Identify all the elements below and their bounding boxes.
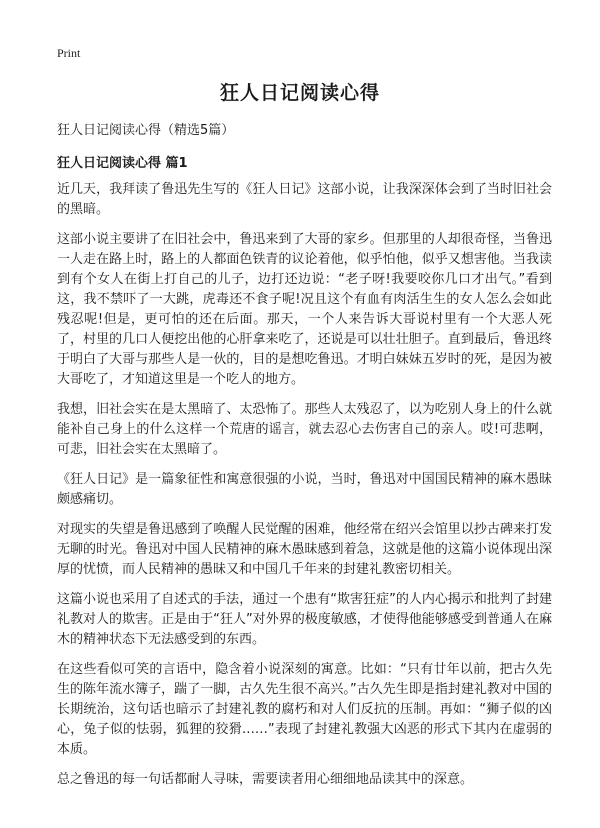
paragraph-4: 《狂人日记》是一篇象征性和寓意很强的小说，当时，鲁迅对中国国民精神的麻木愚昧颇感痛切。 bbox=[57, 472, 552, 507]
paragraph-8: 总之鲁迅的每一句话都耐人寻味，需要读者用心细细地品读其中的深意。 bbox=[57, 772, 474, 787]
paragraph-5: 对现实的失望是鲁迅感到了唤醒人民觉醒的困难，他经常在绍兴会馆里以抄古碑来打发无聊的时光。鲁迅对中国人民精神的麻木愚昧感到着急，这就是他的这篇小说体现出深厚的忧愤，而人民精神的愚昧又和中国几千年来的封建礼教密切相关。 bbox=[57, 522, 552, 577]
paragraph-7: 在这些看似可笑的言语中，隐含着小说深刻的寓意。比如：“只有廿年以前，把古久先生的陈年流水簿子，踹了一脚，古久先生很不高兴。”古久先生即是指封建礼教对中国的长期统治，这句话也暗示了封建礼教的腐朽和对人们反抗的压制。再如：“狮子似的凶心，兔子似的怯弱，狐狸的狡猾……”表现了封建礼教强大凶恶的形式下其内在虚弱的本质。 bbox=[57, 662, 552, 757]
print-link[interactable]: Print bbox=[57, 46, 81, 60]
page-title: 狂人日记阅读心得 bbox=[219, 82, 380, 104]
section-heading: 狂人日记阅读心得 篇1 bbox=[57, 156, 188, 171]
document-subtitle: 狂人日记阅读心得（精选5篇） bbox=[57, 123, 235, 138]
paragraph-6: 这篇小说也采用了自述式的手法，通过一个患有“欺害狂症”的人内心揭示和批判了封建礼教对人的欺害。正是由于“狂人”对外界的极度敏感，才使得他能够感受到普通人在麻木的精神状态下无法感受到的东西。 bbox=[57, 592, 552, 647]
article-body bbox=[57, 180, 552, 800]
paragraph-1: 近几天，我拜读了鲁迅先生写的《狂人日记》这部小说，让我深深体会到了当时旧社会的黑暗。 bbox=[57, 182, 552, 217]
paragraph-3: 我想，旧社会实在是太黑暗了、太恐怖了。那些人太残忍了，以为吃别人身上的什么就能补自己身上的什么这样一个荒唐的谣言，就去忍心去伤害自己的亲人。哎!可悲啊，可悲，旧社会实在太黑暗了。 bbox=[57, 402, 552, 457]
paragraph-2: 这部小说主要讲了在旧社会中，鲁迅来到了大哥的家乡。但那里的人却很奇怪，当鲁迅一人走在路上时，路上的人都面色铁青的议论着他，似乎怕他，似乎又想害他。当我读到有个女人在街上打自己的儿子，边打还边说：“老子呀!我要咬你几口才出气。”看到这，我不禁吓了一大跳，虎毒还不食子呢!况且这个有血有肉活生生的女人怎么会如此残忍呢!但是，更可怕的还在后面。那天，一个人来告诉大哥说村里有一个大恶人死了，村里的几口人便挖出他的心肝拿来吃了，还说是可以壮壮胆子。直到最后，鲁迅终于明白了大哥与那些人是一伙的，目的是想吃鲁迅。才明白妹妹五岁时的死，是因为被大哥吃了，才知道这里是一个吃人的地方。 bbox=[57, 232, 552, 387]
